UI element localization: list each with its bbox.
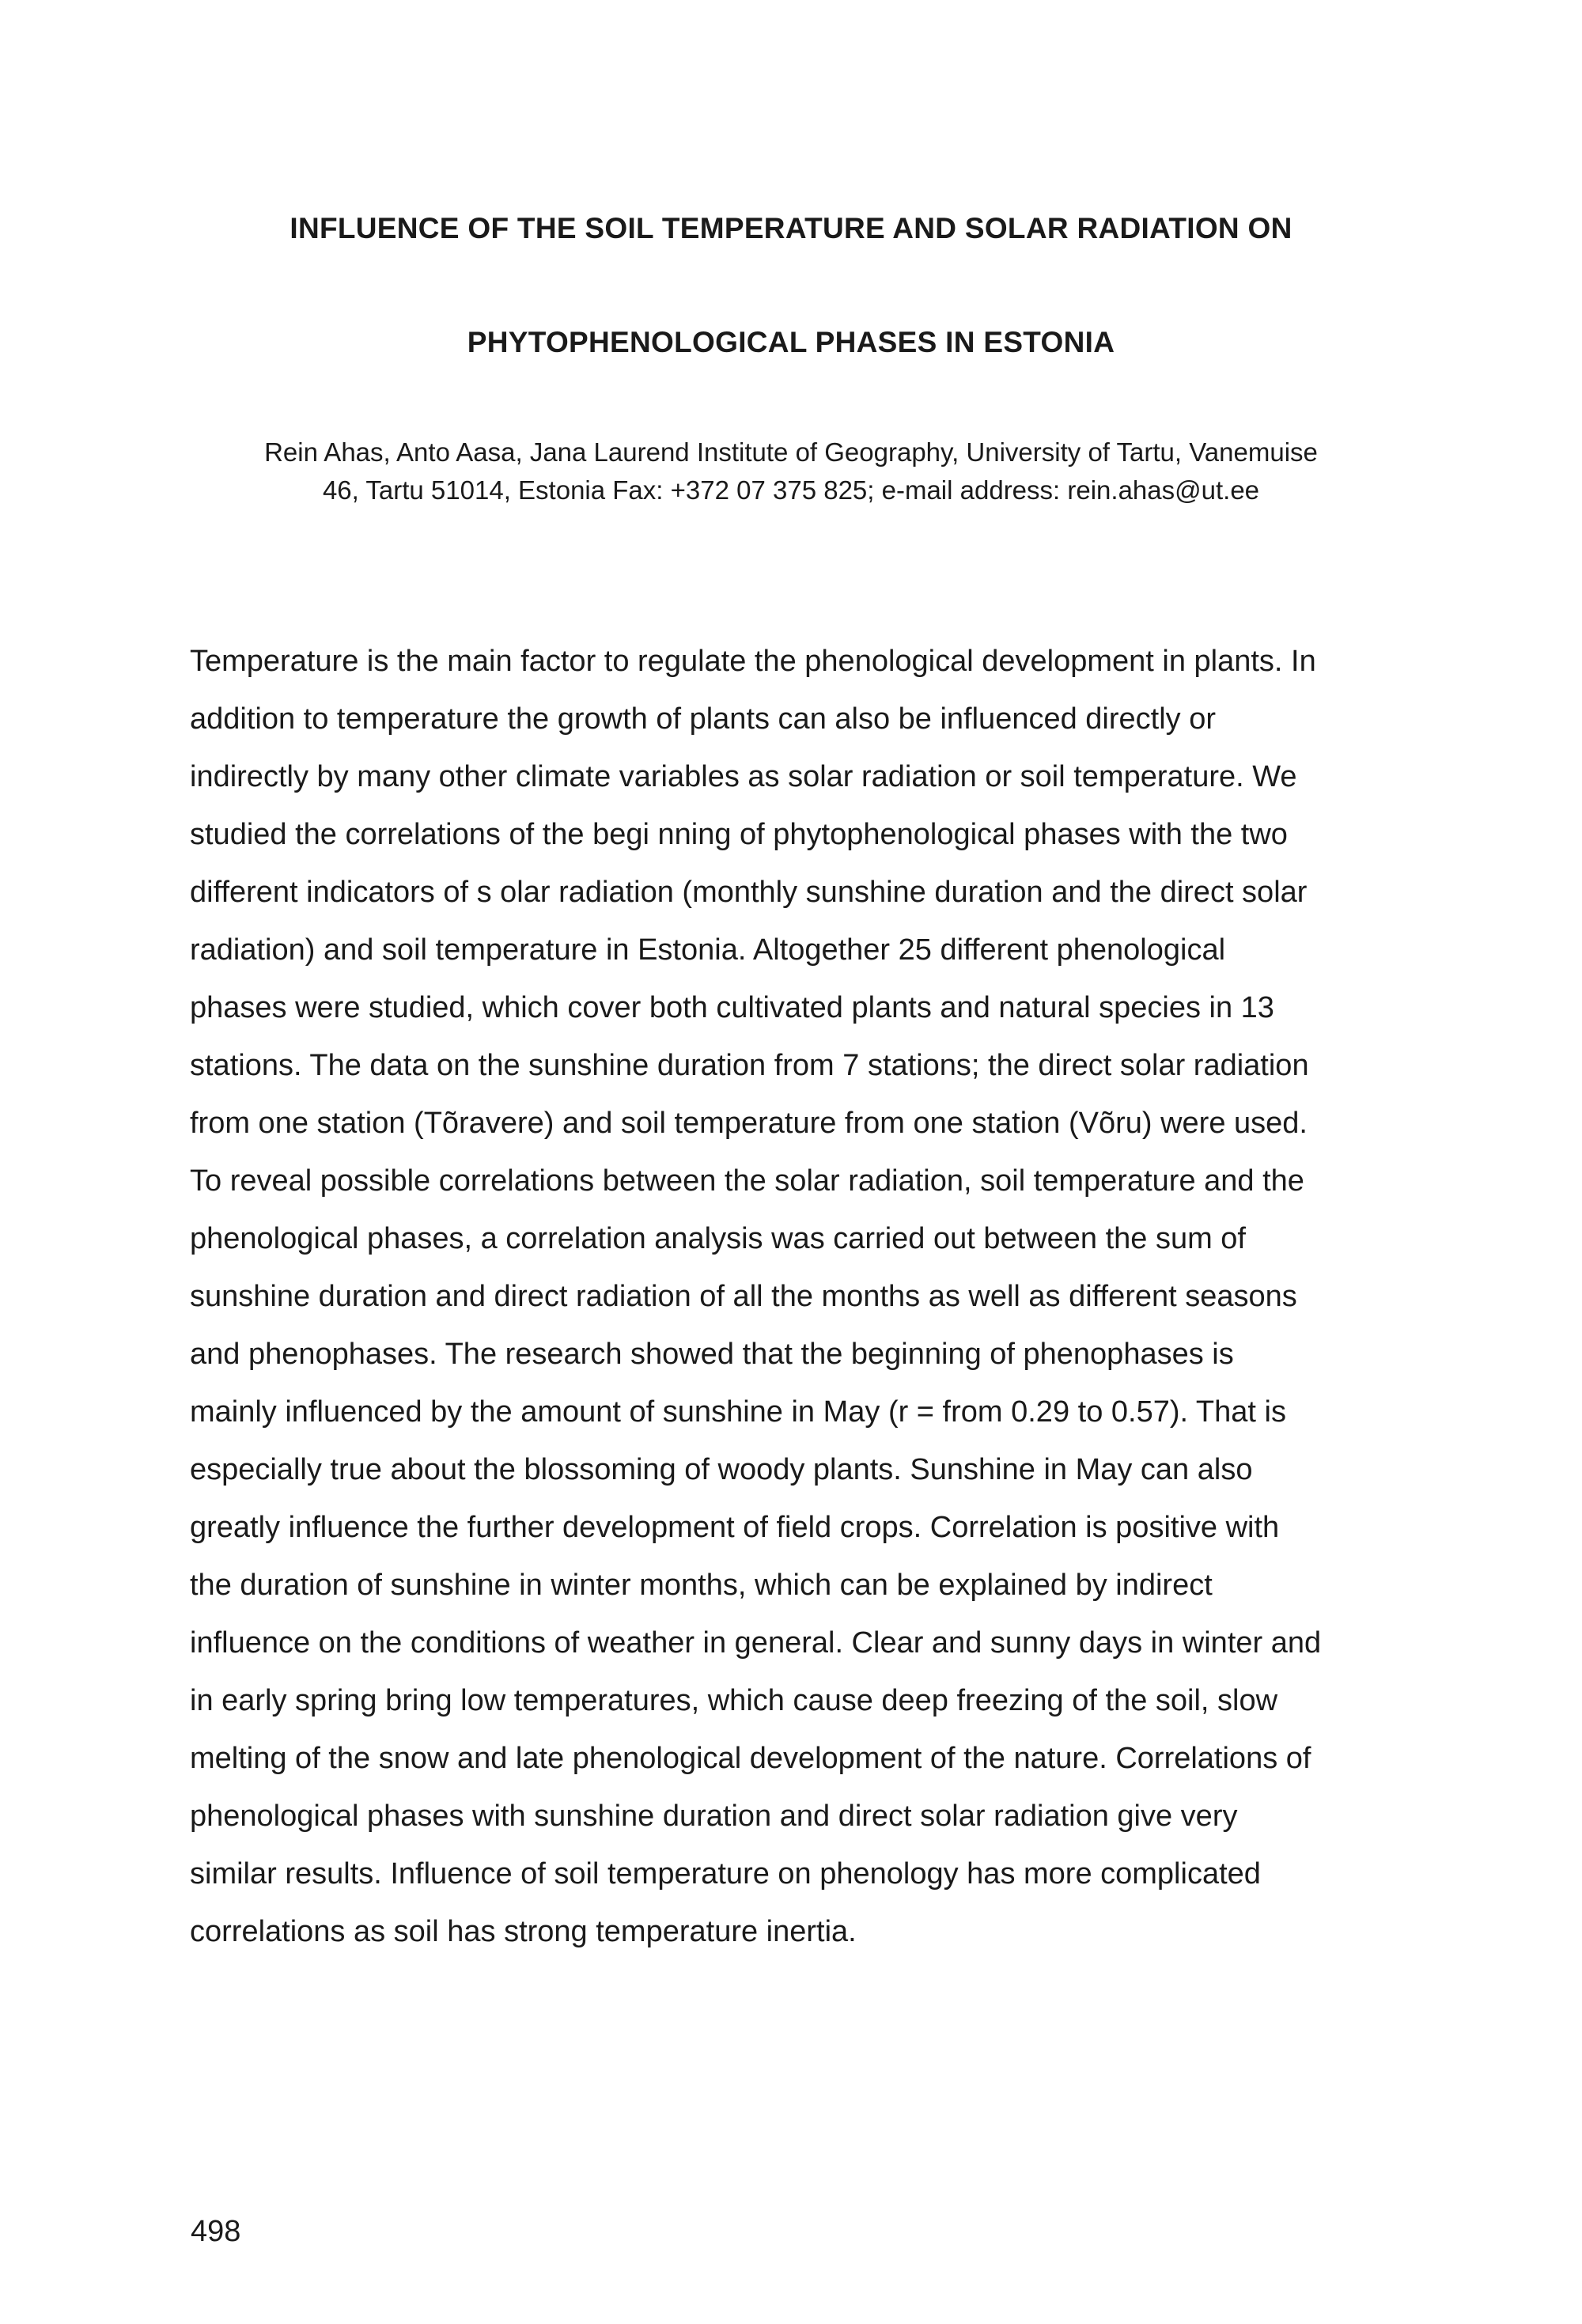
abstract-body xyxy=(190,633,1455,1961)
abstract-line: phases were studied, which cover both cultivated plants and natural species in 13 xyxy=(190,991,1274,1024)
abstract-line: the duration of sunshine in winter months, which can be explained by indirect xyxy=(190,1569,1213,1602)
abstract-line: radiation) and soil temperature in Estonia. Altogether 25 different phenological xyxy=(190,933,1226,967)
abstract-line: and phenophases. The research showed that the beginning of phenophases is xyxy=(190,1338,1234,1371)
abstract-line: influence on the conditions of weather in general. Clear and sunny days in winter and xyxy=(190,1626,1322,1660)
abstract-line: from one station (Tõravere) and soil temperature from one station (Võru) were used. xyxy=(190,1107,1308,1140)
page-number: 498 xyxy=(191,2215,241,2248)
abstract-line: different indicators of s olar radiation (monthly sunshine duration and the direct solar xyxy=(190,876,1308,909)
abstract-line: mainly influenced by the amount of sunshine in May (r = from 0.29 to 0.57). That is xyxy=(190,1395,1286,1429)
abstract-line: To reveal possible correlations between the solar radiation, soil temperature and the xyxy=(190,1164,1304,1198)
abstract-line: greatly influence the further development of field crops. Correlation is positive with xyxy=(190,1511,1280,1544)
paper-title-line-2: PHYTOPHENOLOGICAL PHASES IN ESTONIA xyxy=(467,326,1115,358)
abstract-line: Temperature is the main factor to regulate the phenological development in plants. In xyxy=(190,645,1316,678)
abstract-line: in early spring bring low temperatures, which cause deep freezing of the soil, slow xyxy=(190,1684,1278,1717)
abstract-line: especially true about the blossoming of woody plants. Sunshine in May can also xyxy=(190,1453,1253,1486)
abstract-line: sunshine duration and direct radiation of all the months as well as different seasons xyxy=(190,1280,1297,1313)
abstract-line: stations. The data on the sunshine duration from 7 stations; the direct solar radiation xyxy=(190,1049,1309,1082)
abstract-line: similar results. Influence of soil temperature on phenology has more complicated xyxy=(190,1857,1261,1891)
abstract-line: studied the correlations of the begi nning of phytophenological phases with the two xyxy=(190,818,1288,851)
abstract-line: addition to temperature the growth of plants can also be influenced directly or xyxy=(190,702,1216,736)
author-affiliation xyxy=(158,433,1424,509)
paper-title-line-1: INFLUENCE OF THE SOIL TEMPERATURE AND SOLAR RADIATION ON xyxy=(290,212,1292,244)
abstract-line: phenological phases with sunshine duration and direct solar radiation give very xyxy=(190,1800,1238,1833)
abstract-line: indirectly by many other climate variables as solar radiation or soil temperature. We xyxy=(190,760,1297,793)
abstract-line: melting of the snow and late phenological development of the nature. Correlations of xyxy=(190,1742,1311,1775)
author-affiliation-line-1: Rein Ahas, Anto Aasa, Jana Laurend Institute of Geography, University of Tartu, Vanemuise xyxy=(264,437,1318,467)
abstract-line: phenological phases, a correlation analysis was carried out between the sum of xyxy=(190,1222,1246,1255)
author-affiliation-line-2: 46, Tartu 51014, Estonia Fax: +372 07 375 825; e-mail address: rein.ahas@ut.ee xyxy=(322,475,1260,505)
abstract-line: correlations as soil has strong temperature inertia. xyxy=(190,1915,857,1948)
